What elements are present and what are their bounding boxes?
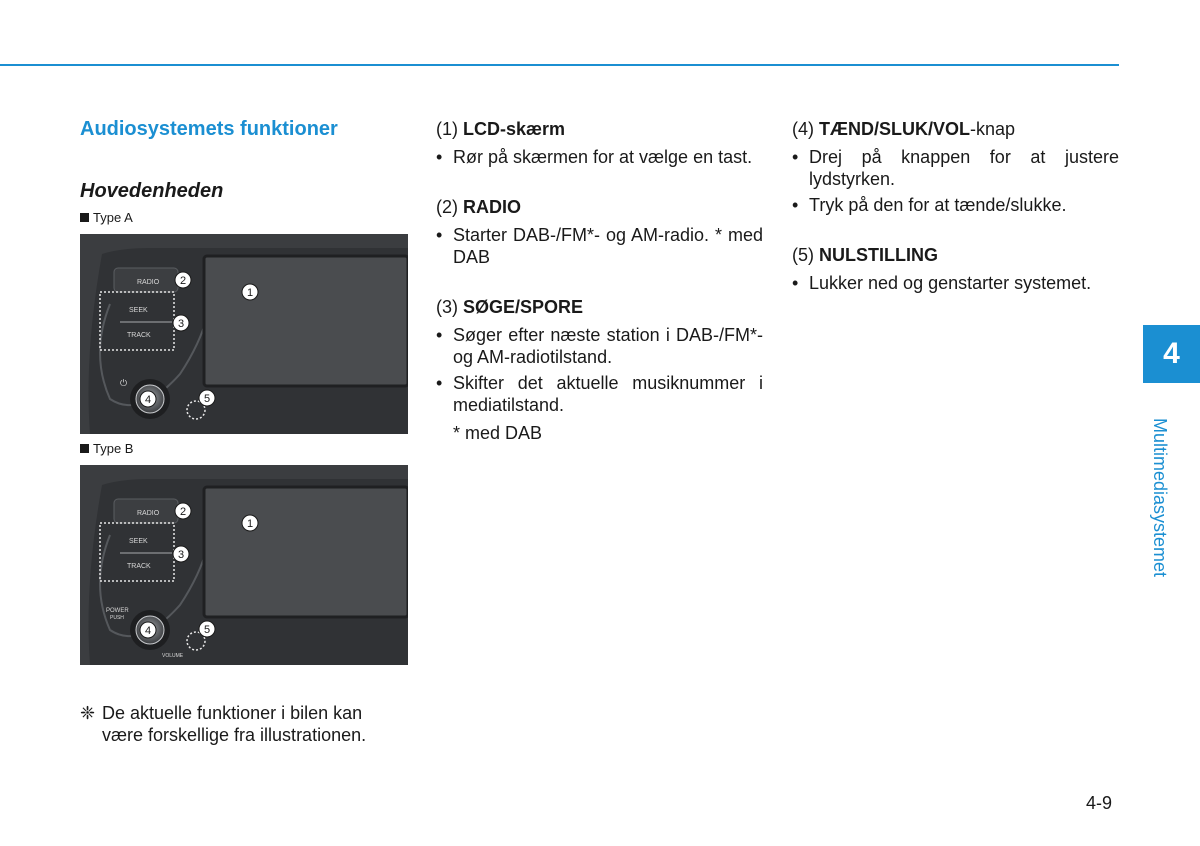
column-3 <box>792 118 1119 298</box>
item-5-bullet: • Lukker ned og genstarter systemet. <box>792 272 1119 294</box>
item-4-bullet-1: • Drej på knappen for at justere lydstyrken. <box>792 146 1119 190</box>
figure-a-type-label: Type A <box>80 210 133 225</box>
callout-1: 1 <box>246 287 254 299</box>
track-button-label: TRACK <box>127 563 151 570</box>
item-2-heading: (2) RADIO <box>436 197 522 217</box>
item-4-heading: (4) TÆND/SLUK/VOL-knap <box>792 119 1016 139</box>
callout-3: 3 <box>177 318 185 330</box>
callout-3: 3 <box>177 549 185 561</box>
callout-4: 4 <box>144 394 152 406</box>
page-number: 4-9 <box>1086 793 1113 813</box>
track-button-label: TRACK <box>127 332 151 339</box>
push-label: PUSH <box>110 615 124 621</box>
callout-1: 1 <box>246 518 254 530</box>
item-3-bullet-2: • Skifter det aktuelle musiknummer i mediatilstand. <box>436 372 763 416</box>
chapter-tab: 4 <box>1143 325 1200 383</box>
power-label: POWER <box>106 608 129 614</box>
callout-2: 2 <box>179 506 187 518</box>
head-unit-image-type-a <box>80 234 408 434</box>
callout-5: 5 <box>203 624 211 636</box>
radio-button-label: RADIO <box>137 510 160 517</box>
subsection-title: Hovedenheden <box>80 180 224 202</box>
item-3-note: * med DAB <box>453 423 543 443</box>
item-3-heading: (3) SØGE/SPORE <box>436 297 584 317</box>
item-1-bullet: • Rør på skærmen for at vælge en tast. <box>436 146 763 168</box>
callout-2: 2 <box>179 275 187 287</box>
section-title: Audiosystemets funktioner <box>80 118 338 140</box>
item-4-bullet-2: • Tryk på den for at tænde/slukke. <box>792 194 1119 216</box>
item-5-heading: (5) NULSTILLING <box>792 245 939 265</box>
radio-button-label: RADIO <box>137 279 160 286</box>
footnote-mark: ❈ <box>80 703 96 723</box>
column-2 <box>436 118 763 444</box>
footnote-text: De aktuelle funktioner i bilen kan være forskellige fra illustrationen. <box>102 703 367 745</box>
power-symbol-icon: ⏻ <box>120 379 128 389</box>
volume-label: VOLUME <box>162 653 184 659</box>
callout-5: 5 <box>203 393 211 405</box>
top-rule <box>0 64 1119 66</box>
head-unit-image-type-b <box>80 465 408 665</box>
footnote <box>80 702 408 746</box>
item-2-bullet: • Starter DAB-/FM*- og AM-radio. * med DAB <box>436 224 763 268</box>
callout-4: 4 <box>144 625 152 637</box>
item-3-bullet-1: • Søger efter næste station i DAB-/FM*- og AM-radiotilstand. <box>436 324 763 368</box>
seek-button-label: SEEK <box>129 307 148 314</box>
figure-b-type-label: Type B <box>80 441 133 456</box>
seek-button-label: SEEK <box>129 538 148 545</box>
chapter-name: Multimediasystemet <box>1150 418 1170 578</box>
item-1-heading: (1) LCD-skærm <box>436 119 566 139</box>
